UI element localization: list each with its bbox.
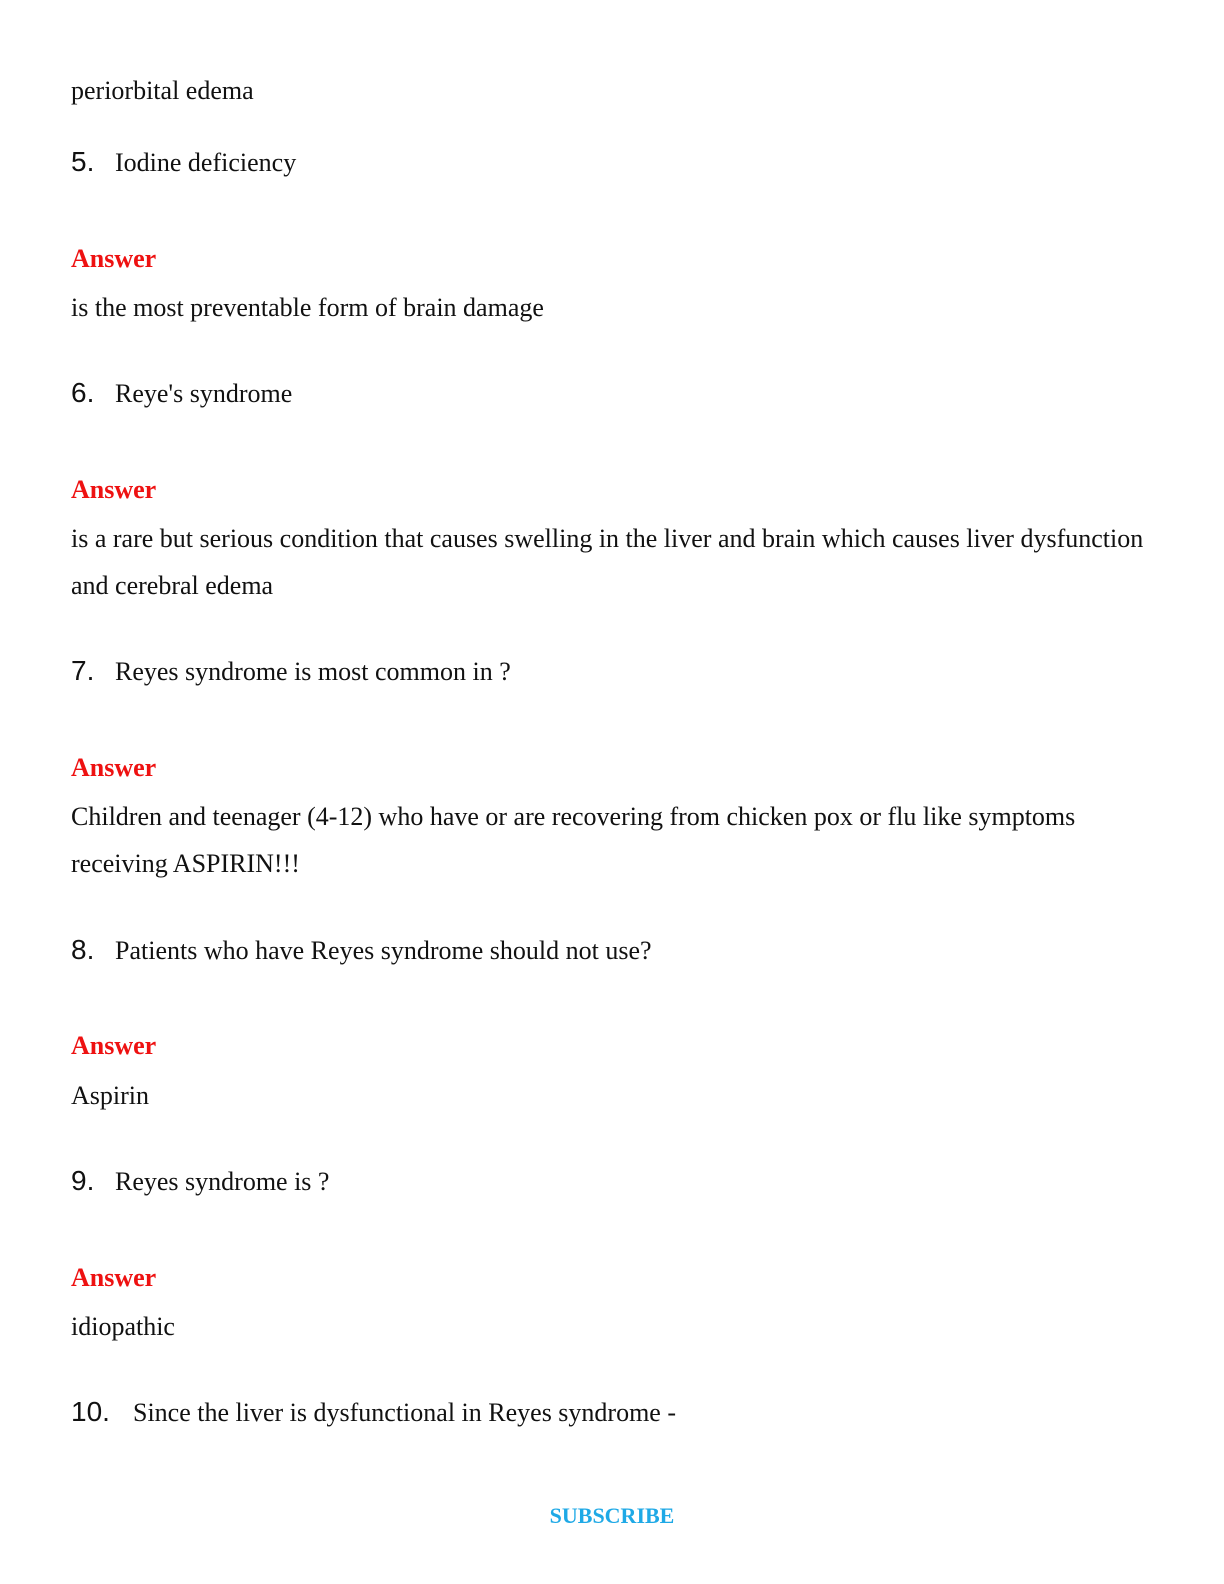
question-number: 10. [71, 1396, 110, 1427]
question-number: 9. [71, 1165, 95, 1196]
answer-text: idiopathic [71, 1312, 175, 1341]
answer-label: Answer [71, 244, 157, 273]
question-number: 7. [71, 655, 95, 686]
question-text: Patients who have Reyes syndrome should not use? [115, 936, 652, 965]
question-number: 8. [71, 934, 95, 965]
question-text: Reye's syndrome [115, 379, 293, 408]
answer-text: is the most preventable form of brain damage [71, 293, 544, 322]
question-text: Iodine deficiency [115, 148, 297, 177]
question-number: 6. [71, 377, 95, 408]
answer-label: Answer [71, 1031, 157, 1060]
answer-text: is a rare but serious condition that causes swelling in the liver and brain which causes liver dysfunction and cerebral edema [71, 524, 1144, 600]
question-item [71, 1397, 676, 1428]
question-item [71, 935, 652, 966]
answer-label: Answer [71, 475, 157, 504]
question-item [71, 1166, 329, 1197]
question-text: Reyes syndrome is most common in ? [115, 657, 511, 686]
answer-text: Aspirin [71, 1081, 149, 1110]
answer-label: Answer [71, 1263, 157, 1292]
question-item [71, 378, 292, 409]
question-item [71, 147, 296, 178]
question-number: 5. [71, 146, 95, 177]
answer-text-continued: periorbital edema [71, 76, 254, 105]
subscribe-link[interactable]: SUBSCRIBE [549, 1503, 675, 1528]
question-text: Reyes syndrome is ? [115, 1167, 330, 1196]
question-text: Since the liver is dysfunctional in Reyes syndrome - [133, 1398, 677, 1427]
question-item [71, 656, 511, 687]
answer-label: Answer [71, 753, 157, 782]
answer-text: Children and teenager (4-12) who have or are recovering from chicken pox or flu like symptoms receiving ASPIRIN!!! [71, 802, 1076, 878]
